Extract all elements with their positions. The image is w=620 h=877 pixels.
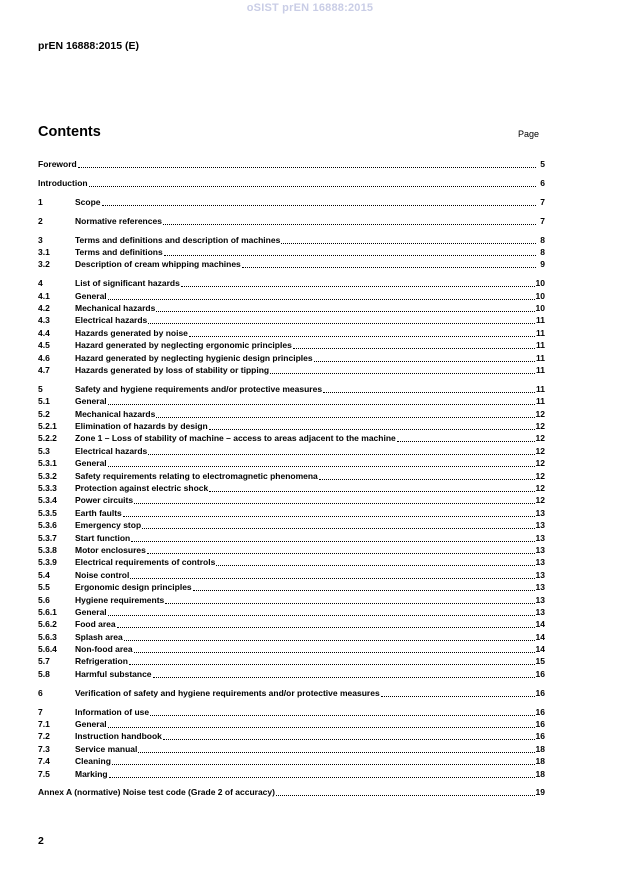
dot-leader xyxy=(130,569,534,579)
toc-entry[interactable] xyxy=(38,339,545,351)
toc-entry-number: 5 xyxy=(38,383,43,394)
toc-entry-title: Elimination of hazards by design xyxy=(75,421,208,432)
toc-entry-number: 4 xyxy=(38,278,43,289)
dot-leader xyxy=(123,507,535,517)
toc-entry[interactable] xyxy=(38,395,545,407)
toc-entry-title: Cleaning xyxy=(75,756,111,767)
toc-entry-title: Service manual xyxy=(75,743,138,754)
toc-entry-number: 5.3.1 xyxy=(38,458,57,469)
dot-leader xyxy=(134,643,535,653)
toc-entry-page: 14 xyxy=(535,619,545,630)
dot-leader xyxy=(147,544,535,554)
dot-leader xyxy=(293,339,535,349)
toc-entry-page: 15 xyxy=(535,656,545,667)
toc-entry-number: 5.6.2 xyxy=(38,619,57,630)
toc-entry-number: 5.2 xyxy=(38,408,50,419)
dot-leader xyxy=(108,395,535,405)
toc-entry-number: 4.3 xyxy=(38,315,50,326)
toc-entry-title: Food area xyxy=(75,619,116,630)
toc-entry-page: 18 xyxy=(535,768,545,779)
toc-entry-page: 12 xyxy=(535,482,545,493)
toc-entry-title: Introduction xyxy=(38,177,88,188)
toc-entry-number: 6 xyxy=(38,687,43,698)
toc-entry-page: 12 xyxy=(535,458,545,469)
dot-leader xyxy=(156,302,534,312)
toc-entry-number: 4.4 xyxy=(38,327,50,338)
toc-entry-page: 12 xyxy=(535,445,545,456)
toc-entry[interactable] xyxy=(38,408,545,420)
toc-entry-title: Hazards generated by loss of stability or tipping xyxy=(75,364,270,375)
toc-entry-number: 7.5 xyxy=(38,768,50,779)
toc-entry[interactable] xyxy=(38,258,545,270)
toc-entry[interactable] xyxy=(38,755,545,767)
dot-leader xyxy=(142,519,534,529)
toc-entry[interactable] xyxy=(38,730,545,742)
dot-leader xyxy=(163,215,536,225)
toc-entry-page: 11 xyxy=(536,340,545,351)
toc-entry-title: Electrical hazards xyxy=(75,445,148,456)
toc-entry-page: 10 xyxy=(535,303,545,314)
toc-entry-title: Harmful substance xyxy=(75,668,152,679)
toc-entry-page: 12 xyxy=(535,408,545,419)
toc-entry-title: Ergonomic design principles xyxy=(75,582,192,593)
toc-entry[interactable] xyxy=(38,569,545,581)
toc-entry-title: General xyxy=(75,606,107,617)
toc-entry-title: Foreword xyxy=(38,159,77,169)
toc-entry[interactable] xyxy=(38,643,545,655)
toc-entry-title: Start function xyxy=(75,532,131,543)
toc-entry-title: Scope xyxy=(75,196,101,207)
toc-entry[interactable] xyxy=(38,177,545,189)
toc-entry-number: 5.2.2 xyxy=(38,433,57,444)
toc-entry[interactable] xyxy=(38,594,545,606)
toc-entry-number: 4.5 xyxy=(38,340,50,351)
toc-entry-number: 3.1 xyxy=(38,246,50,257)
toc-entry-page: 11 xyxy=(536,396,545,407)
toc-entry-page: 13 xyxy=(535,557,545,568)
toc-entry-page: 14 xyxy=(535,631,545,642)
dot-leader xyxy=(89,177,536,187)
toc-entry-page: 11 xyxy=(536,327,545,338)
toc-entry-title: Terms and definitions and description of machines xyxy=(75,234,281,245)
toc-entry[interactable] xyxy=(38,234,545,246)
toc-entry-number: 5.3.8 xyxy=(38,544,57,555)
toc-entry-number: 5.3.9 xyxy=(38,557,57,568)
toc-entry-page: 11 xyxy=(536,364,545,375)
dot-leader xyxy=(209,420,535,430)
dot-leader xyxy=(164,246,536,256)
toc-entry-page: 6 xyxy=(540,177,545,188)
document-id: prEN 16888:2015 (E) xyxy=(38,40,139,52)
dot-leader xyxy=(124,631,535,641)
toc-entry[interactable] xyxy=(38,352,545,364)
toc-entry-title: Hazard generated by neglecting ergonomic principles xyxy=(75,340,292,351)
toc-entry[interactable] xyxy=(38,246,545,258)
toc-entry-number: 5.3.5 xyxy=(38,507,57,518)
dot-leader xyxy=(323,383,535,393)
toc-entry-number: 7.2 xyxy=(38,731,50,742)
toc-entry-title: Annex A (normative) Noise test code (Grade 2 of accuracy) xyxy=(38,787,275,798)
dot-leader xyxy=(109,768,535,778)
toc-entry-page: 11 xyxy=(536,352,545,363)
toc-entry[interactable] xyxy=(38,743,545,755)
dot-leader xyxy=(163,730,535,740)
dot-leader xyxy=(112,755,535,765)
toc-entry-number: 4.6 xyxy=(38,352,50,363)
dot-leader xyxy=(193,581,535,591)
toc-entry[interactable] xyxy=(38,655,545,667)
toc-entry[interactable] xyxy=(38,470,545,482)
toc-entry[interactable] xyxy=(38,618,545,630)
toc-entry[interactable] xyxy=(38,556,545,568)
toc-entry-title: Mechanical hazards xyxy=(75,303,156,314)
toc-entry-number: 5.8 xyxy=(38,668,50,679)
toc-entry-page: 13 xyxy=(535,520,545,531)
dot-leader xyxy=(189,327,535,337)
toc-entry-number: 3.2 xyxy=(38,259,50,270)
toc-entry-title: Power circuits xyxy=(75,495,134,506)
toc-entry[interactable] xyxy=(38,327,545,339)
toc-entry-title: Description of cream whipping machines xyxy=(75,259,241,270)
toc-entry[interactable] xyxy=(38,507,545,519)
toc-entry-title: Information of use xyxy=(75,706,150,717)
toc-entry[interactable] xyxy=(38,786,545,798)
toc-entry-title: Marking xyxy=(75,768,108,779)
toc-entry-title: Mechanical hazards xyxy=(75,408,156,419)
dot-leader xyxy=(108,606,535,616)
dot-leader xyxy=(153,668,535,678)
dot-leader xyxy=(209,482,534,492)
toc-entry[interactable] xyxy=(38,581,545,593)
dot-leader xyxy=(108,718,535,728)
toc-entry-page: 16 xyxy=(535,731,545,742)
toc-entry[interactable] xyxy=(38,420,545,432)
toc-entry-title: Refrigeration xyxy=(75,656,128,667)
toc-entry-title: Zone 1 – Loss of stability of machine – access to areas adjacent to the machine xyxy=(75,433,396,444)
toc-entry-page: 9 xyxy=(540,259,545,270)
toc-entry[interactable] xyxy=(38,196,545,208)
toc-entry-title: List of significant hazards xyxy=(75,278,180,289)
toc-entry-page: 5 xyxy=(540,159,545,169)
dot-leader xyxy=(397,432,535,442)
toc-entry-title: Verification of safety and hygiene requirements and/or protective measures xyxy=(75,687,380,698)
toc-entry-page: 12 xyxy=(535,470,545,481)
toc-entry-page: 13 xyxy=(535,594,545,605)
toc-entry-page: 12 xyxy=(535,433,545,444)
toc-entry-title: Instruction handbook xyxy=(75,731,162,742)
toc-entry-number: 5.1 xyxy=(38,396,50,407)
toc-entry-title: Motor enclosures xyxy=(75,544,146,555)
toc-entry-title: Hygiene requirements xyxy=(75,594,165,605)
dot-leader xyxy=(381,687,535,697)
toc-entry-title: General xyxy=(75,290,107,301)
page-number: 2 xyxy=(38,835,44,847)
toc-entry-number: 5.6.4 xyxy=(38,644,57,655)
watermark: oSIST prEN 16888:2015 xyxy=(246,2,374,14)
toc-entry-page: 7 xyxy=(540,196,545,207)
toc-entry-title: General xyxy=(75,396,107,407)
dot-leader xyxy=(102,196,536,206)
toc-entry-number: 5.3.3 xyxy=(38,482,57,493)
toc-entry-number: 7.3 xyxy=(38,743,50,754)
toc-entry-number: 5.3.7 xyxy=(38,532,57,543)
page-column-label: Page xyxy=(518,129,540,139)
dot-leader xyxy=(181,277,535,287)
toc-entry[interactable] xyxy=(38,432,545,444)
toc-entry-number: 3 xyxy=(38,234,43,245)
toc-entry[interactable] xyxy=(38,364,545,376)
toc-entry-page: 13 xyxy=(535,507,545,518)
toc-entry[interactable] xyxy=(38,302,545,314)
toc-entry-title: General xyxy=(75,458,107,469)
toc-entry-title: Electrical requirements of controls xyxy=(75,557,216,568)
toc-entry[interactable] xyxy=(38,457,545,469)
toc-entry-page: 8 xyxy=(540,246,545,257)
dot-leader xyxy=(131,532,534,542)
toc-entry[interactable] xyxy=(38,768,545,780)
toc-entry-page: 19 xyxy=(535,787,545,798)
dot-leader xyxy=(165,594,534,604)
toc-entry[interactable] xyxy=(38,631,545,643)
dot-leader xyxy=(156,408,534,418)
toc-entry[interactable] xyxy=(38,158,545,170)
toc-entry-title: Emergency stop xyxy=(75,520,142,531)
toc-entry-number: 5.3.6 xyxy=(38,520,57,531)
dot-leader xyxy=(129,655,535,665)
toc-entry-title: Splash area xyxy=(75,631,123,642)
toc-entry-page: 13 xyxy=(535,544,545,555)
toc-entry-title: Safety and hygiene requirements and/or protective measures xyxy=(75,383,323,394)
toc-entry-page: 11 xyxy=(536,315,545,326)
toc-entry-number: 5.2.1 xyxy=(38,421,57,432)
dot-leader xyxy=(78,158,536,168)
dot-leader xyxy=(270,364,535,374)
toc-entry[interactable] xyxy=(38,544,545,556)
toc-entry-page: 12 xyxy=(535,495,545,506)
toc-entry[interactable] xyxy=(38,519,545,531)
toc-entry-title: Safety requirements relating to electromagnetic phenomena xyxy=(75,470,318,481)
toc-entry-page: 13 xyxy=(535,582,545,593)
toc-entry-title: Electrical hazards xyxy=(75,315,148,326)
toc-entry-number: 2 xyxy=(38,215,43,226)
toc-entry-number: 5.4 xyxy=(38,569,50,580)
dot-leader xyxy=(148,314,535,324)
toc-entry-page: 7 xyxy=(540,215,545,226)
toc-entry-title: Hazards generated by noise xyxy=(75,327,188,338)
toc-entry[interactable] xyxy=(38,314,545,326)
toc-entry-page: 18 xyxy=(535,756,545,767)
toc-entry-page: 16 xyxy=(535,687,545,698)
toc-entry[interactable] xyxy=(38,668,545,680)
toc-entry-number: 7.1 xyxy=(38,719,50,730)
toc-entry-page: 16 xyxy=(535,706,545,717)
toc-entry-number: 4.7 xyxy=(38,364,50,375)
dot-leader xyxy=(314,352,535,362)
toc-entry-title: Noise control xyxy=(75,569,130,580)
dot-leader xyxy=(319,470,535,480)
table-of-contents xyxy=(38,158,545,799)
toc-entry[interactable] xyxy=(38,482,545,494)
toc-entry-page: 13 xyxy=(535,606,545,617)
toc-entry-title: General xyxy=(75,719,107,730)
contents-heading: Contents xyxy=(38,124,101,140)
toc-entry-page: 10 xyxy=(535,278,545,289)
dot-leader xyxy=(216,556,534,566)
toc-entry-page: 8 xyxy=(540,234,545,245)
toc-entry-number: 5.6.3 xyxy=(38,631,57,642)
toc-entry-title: Terms and definitions xyxy=(75,246,163,257)
toc-entry-number: 5.3 xyxy=(38,445,50,456)
dot-leader xyxy=(148,445,534,455)
dot-leader xyxy=(281,234,536,244)
toc-entry[interactable] xyxy=(38,290,545,302)
toc-entry-number: 5.3.4 xyxy=(38,495,57,506)
toc-entry[interactable] xyxy=(38,445,545,457)
toc-entry-number: 7 xyxy=(38,706,43,717)
toc-entry-page: 11 xyxy=(536,383,545,394)
toc-entry-number: 5.7 xyxy=(38,656,50,667)
toc-entry-title: Earth faults xyxy=(75,507,122,518)
toc-entry[interactable] xyxy=(38,383,545,395)
toc-entry-page: 13 xyxy=(535,569,545,580)
toc-entry-number: 7.4 xyxy=(38,756,50,767)
toc-entry[interactable] xyxy=(38,706,545,718)
toc-entry-title: Non-food area xyxy=(75,644,133,655)
toc-entry-page: 13 xyxy=(535,532,545,543)
toc-entry-page: 14 xyxy=(535,644,545,655)
toc-entry-title: Protection against electric shock xyxy=(75,482,209,493)
toc-entry[interactable] xyxy=(38,532,545,544)
toc-entry-number: 5.6.1 xyxy=(38,606,57,617)
dot-leader xyxy=(276,786,535,796)
dot-leader xyxy=(108,457,535,467)
toc-entry-page: 16 xyxy=(535,719,545,730)
toc-entry-number: 4.1 xyxy=(38,290,50,301)
toc-entry-title: Normative references xyxy=(75,215,162,226)
toc-entry[interactable] xyxy=(38,215,545,227)
dot-leader xyxy=(117,618,535,628)
toc-entry-number: 5.3.2 xyxy=(38,470,57,481)
toc-entry-number: 5.6 xyxy=(38,594,50,605)
dot-leader xyxy=(108,290,535,300)
toc-entry[interactable] xyxy=(38,687,545,699)
dot-leader xyxy=(150,706,534,716)
toc-entry-number: 1 xyxy=(38,196,43,207)
dot-leader xyxy=(138,743,534,753)
dot-leader xyxy=(242,258,536,268)
toc-entry[interactable] xyxy=(38,606,545,618)
toc-entry-page: 18 xyxy=(535,743,545,754)
toc-entry-number: 4.2 xyxy=(38,303,50,314)
toc-entry[interactable] xyxy=(38,718,545,730)
toc-entry[interactable] xyxy=(38,277,545,289)
toc-entry-title: Hazard generated by neglecting hygienic design principles xyxy=(75,352,313,363)
toc-entry-page: 10 xyxy=(535,290,545,301)
toc-entry-page: 12 xyxy=(535,421,545,432)
toc-entry-number: 5.5 xyxy=(38,582,50,593)
toc-entry[interactable] xyxy=(38,494,545,506)
toc-entry-page: 16 xyxy=(535,668,545,679)
dot-leader xyxy=(134,494,534,504)
